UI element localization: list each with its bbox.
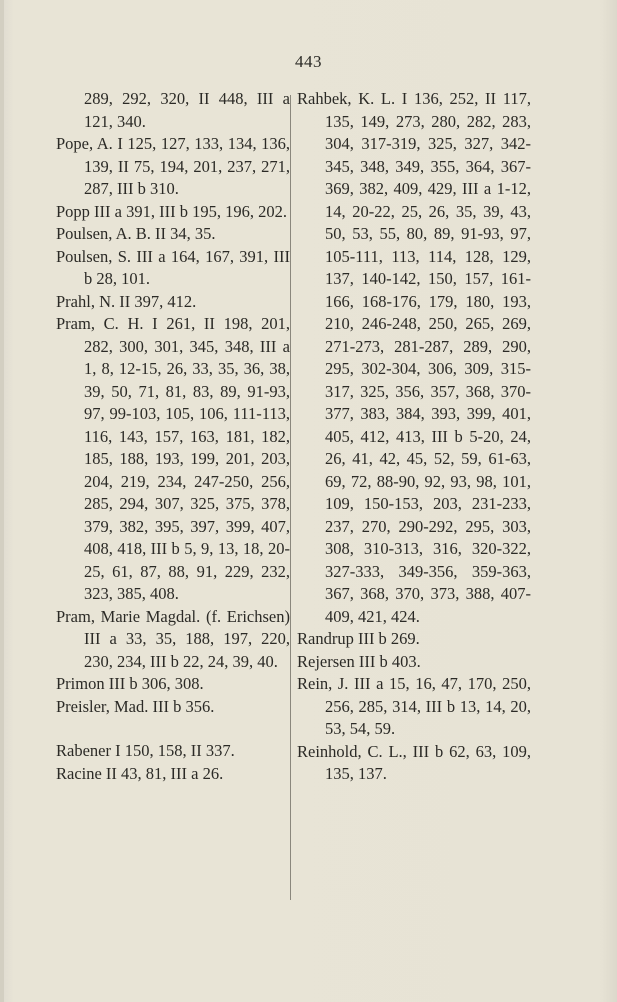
index-entry: Pram, C. H. I 261, II 198, 201, 282, 300, 301, 345, 348, III a 1, 8, 12-15, 26, 33, 35, 36, 38, 39, 50, 71, 81, 83, 89, 91-93, 97, 99-103, 105, 106, 111-113, 116, 143, 157, 163, 181, 182, 185, 188, 193, 199, 201, 203, 204, 219, 234, 247-250, 256, 285, 294, 307, 325, 375, 378, 379, 382, 395, 397, 399, 407, 408, 418, III b 5, 9, 13, 18, 20-25, 61, 87, 88, 91, 229, 232, 323, 385, 408. (56, 314, 290, 603)
index-entry: Prahl, N. II 397, 412. (56, 291, 197, 311)
index-entry: Poulsen, S. III a 164, 167, 391, III b 28, 101. (56, 246, 290, 288)
index-column-right (297, 88, 531, 786)
index-entry: Rejersen III b 403. (297, 651, 421, 671)
index-column-left (56, 88, 290, 785)
index-entry: Popp III a 391, III b 195, 196, 202. (56, 201, 287, 221)
page-spine-edge (0, 0, 4, 1002)
index-entry: Randrup III b 269. (297, 629, 420, 648)
index-entry: Pram, Marie Magdal. (f. Erichsen) III a 33, 35, 188, 197, 220, 230, 234, III b 22, 24, 39, 40. (56, 606, 290, 671)
page-number: 443 (295, 52, 322, 71)
index-entry: Preisler, Mad. III b 356. (56, 696, 215, 716)
index-entry: Rein, J. III a 15, 16, 47, 170, 250, 256, 285, 314, III b 13, 14, 20, 53, 54, 59. (297, 674, 531, 738)
index-entry: Rahbek, K. L. I 136, 252, II 117, 135, 149, 273, 280, 282, 283, 304, 317-319, 325, 327, 342-345, 348, 349, 355, 364, 367-369, 382, 409, 429, III a 1-12, 14, 20-22, 25, 26, 35, 39, 43, 50, 53, 55, 80, 89, 91-93, 97, 105-111, 113, 114, 128, 129, 137, 140-142, 150, 157, 161-166, 168-176, 179, 180, 193, 210, 246-248, 250, 265, 269, 271-273, 281-287, 289, 290, 295, 302-304, 306, 309, 315-317, 325, 356, 357, 368, 370-377, 383, 384, 393, 399, 401, 405, 412, 413, III b 5-20, 24, 26, 41, 42, 45, 52, 59, 61-63, 69, 72, 88-90, 92, 93, 98, 101, 109, 150-153, 203, 231-233, 237, 270, 290-292, 295, 303, 308, 310-313, 316, 320-322, 327-333, 349-356, 359-363, 367, 368, 370, 373, 388, 407-409, 421, 424. (297, 89, 531, 626)
index-entry: 289, 292, 320, II 448, III a 121, 340. (84, 89, 290, 131)
index-entry: Primon III b 306, 308. (56, 674, 204, 693)
index-entry: Poulsen, A. B. II 34, 35. (56, 224, 216, 243)
index-entry: Reinhold, C. L., III b 62, 63, 109, 135, 137. (297, 741, 531, 783)
index-entry: Pope, A. I 125, 127, 133, 134, 136, 139, II 75, 194, 201, 237, 271, 287, III b 310. (56, 134, 290, 198)
index-entry: Rabener I 150, 158, II 337. (56, 741, 235, 760)
index-entry: Racine II 43, 81, III a 26. (56, 763, 224, 783)
entry-gap (56, 718, 290, 740)
column-divider (290, 95, 291, 900)
